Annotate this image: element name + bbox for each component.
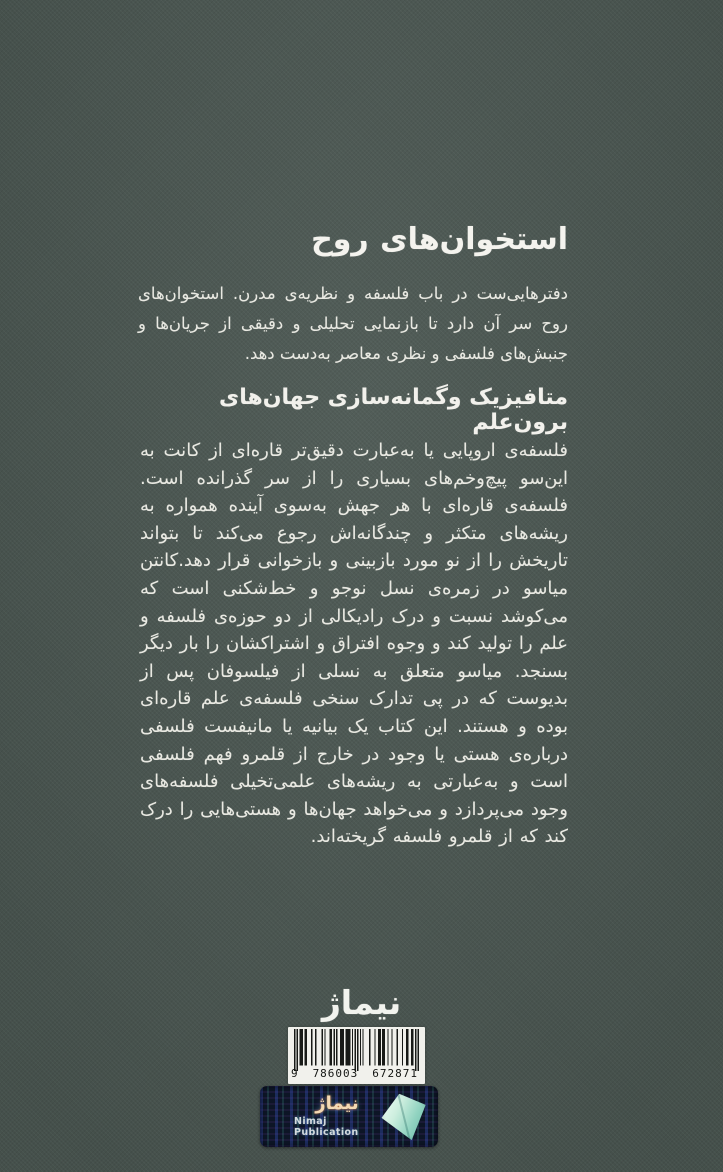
- hologram-sticker: [260, 1086, 438, 1147]
- sticker-publisher-name-line1: Nimaj: [294, 1116, 327, 1127]
- intro-paragraph: دفترهایی‌ست در باب فلسفه و نظریه‌ی مدرن. استخوان‌های روح سر آن دارد تا بازنمایی تحلیلی و دقیقی از جریان‌ها و جنبش‌های فلسفی و نظری معاصر به‌دست دهد.: [138, 283, 568, 363]
- subtitle-heading: متافیزیک وگمانه‌سازی جهان‌های برون‌علم: [219, 385, 568, 436]
- publisher-logo-nimaj: نیماژ: [321, 983, 402, 1022]
- sticker-publisher-name-line2: Publication: [294, 1127, 359, 1138]
- book-title: استخوان‌های روح: [311, 222, 568, 258]
- body-paragraph: فلسفه‌ی اروپایی یا به‌عبارت دقیق‌تر قاره‌ای از کانت به این‌سو پیچ‌وخم‌های بسیاری را از سر گذرانده است. فلسفه‌ی قاره‌ای با هر جهش به‌سوی آینده همواره به ریشه‌های متکثر و چندگانه‌اش رجوع می‌کند تا بتواند تاریخش را از نو مورد بازبینی و بازخوانی قرار دهد.کانتن میاسو در زمره‌ی نسل نوجو و خط‌شکنی است که می‌کوشد نسبت و درک رادیکالی از دو حوزه‌ی فلسفه و علم را تولید کند و وجوه افتراق و اشتراکشان را بار دیگر بسنجد. میاسو متعلق به نسلی از فیلسوفان پس از بدیوست که در پی تدارک سنخی فلسفه‌ی علم قاره‌ای بوده و هستند. این کتاب یک بیانیه یا مانیفست فلسفی درباره‌ی هستی یا وجود در خارج از قلمرو فهم فلسفی است و به‌عبارتی به ریشه‌های علمی‌تخیلی فلسفه‌های وجود می‌پردازد و می‌خواهد جهان‌ها و هستی‌هایی را درک کند که از قلمرو فلسفه گریخته‌اند.: [140, 440, 568, 848]
- sticker-brand: [294, 1095, 359, 1138]
- gem-diamond-icon: [377, 1088, 433, 1146]
- sticker-nimaj-logo: نیماژ: [315, 1093, 359, 1114]
- barcode-label: [288, 1027, 425, 1084]
- barcode-digit-group: 786003: [312, 1067, 359, 1080]
- barcode-number: [288, 1067, 425, 1080]
- ean13-barcode-icon: [294, 1029, 419, 1071]
- barcode-digit-group: 9: [291, 1067, 299, 1080]
- barcode-digit-group: 672871: [372, 1067, 418, 1080]
- gem-facet: [397, 1093, 411, 1140]
